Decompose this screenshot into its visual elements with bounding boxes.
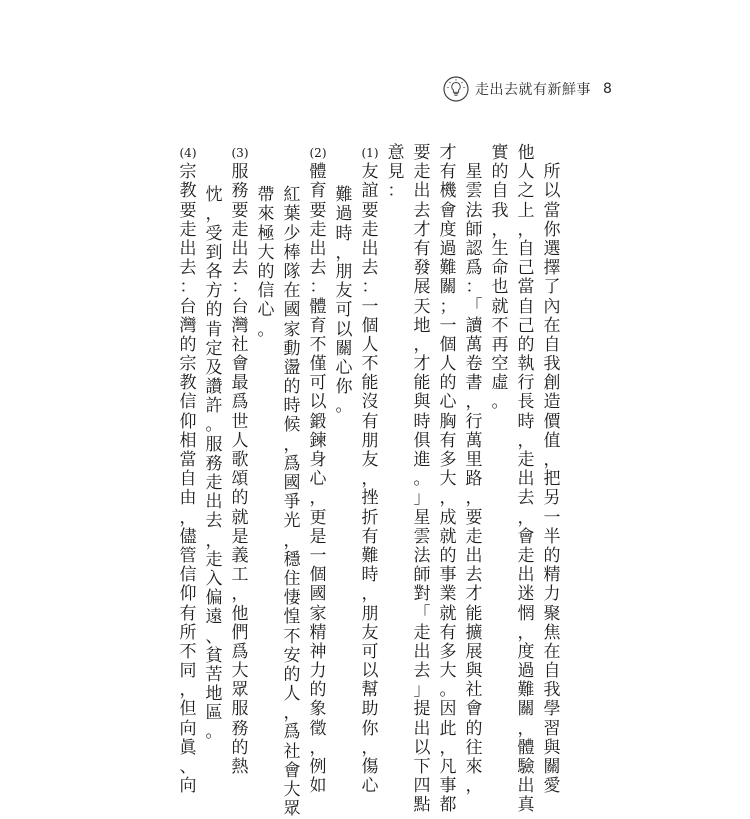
page-number: 8 [603,81,612,97]
running-header [443,74,612,104]
text-column: 才 有 機 會 度 過 難 關 ； 一 個 人 的 心 胸 有 多 大 ， 成 就 的 事 業 就 有 多 大 。 因 此 ， 凡 事 都 [439,143,457,816]
list-item-text-column: (4) 宗 教 要 走 出 去 ： 台 灣 的 宗 教 信 仰 相 當 自 由 ， 儘 管 信 仰 有 所 不 同 ， 但 向 眞 、 向 [179,146,197,797]
list-item-text-column: (3) 服 務 要 走 出 去 ： 台 灣 社 會 最 爲 世 人 歌 頌 的 就 是 義 工 ， 他 們 爲 大 眾 服 務 的 熱 [231,146,249,777]
text-column: 要 走 出 去 才 有 發 展 天 地 ， 才 能 與 時 俱 進 。 」 星 雲 法 師 對 「 走 出 去 」 提 出 以 下 四 點 [413,143,431,816]
list-item-text-column: 難 過 時 ， 朋 友 可 以 關 心 你 。 [335,185,353,417]
list-item-text-column: 帶 來 極 大 的 信 心 。 [257,185,275,340]
text-column: 他 人 之 上 ， 自 己 當 自 己 的 執 行 長 時 ， 走 出 去 ， 會 走 出 迷 惘 ， 度 過 難 關 ， 體 驗 出 真 [517,143,535,816]
text-column: 意 見 ： [387,143,405,202]
text-column: 星 雲 法 師 認 爲 ： 「 讀 萬 卷 書 ， 行 萬 里 路 ， 要 走 出 去 才 能 擴 展 與 社 會 的 往 來 ， [465,162,483,797]
list-item-text-column: 忱 ， 受 到 各 方 的 肯 定 及 讚 許 。 服 務 走 出 去 ， 走 入 偏 遠 、 貧 苦 地 區 。 [205,185,223,743]
list-item-text-column: (1) 友 誼 要 走 出 去 ： 一 個 人 不 能 沒 有 朋 友 ， 挫 折 有 難 時 ， 朋 友 可 以 幫 助 你 ， 傷 心 [361,146,379,797]
list-item-text-column: (2) 體 育 要 走 出 去 ： 體 育 不 僅 可 以 鍛 鍊 身 心 ， 更 是 一 個 國 家 精 神 力 的 象 徵 ， 例 如 [309,146,327,797]
text-column: 實 的 自 我 ， 生 命 也 就 不 再 空 虛 。 [491,143,509,413]
text-column: 所 以 當 你 選 擇 了 內 在 自 我 創 造 價 值 ， 把 另 一 半 的 精 力 聚 焦 在 自 我 學 習 與 關 愛 [543,162,561,797]
list-item-text-column: 紅 葉 少 棒 隊 在 國 家 動 盪 的 時 候 ， 爲 國 爭 光 ， 穩 住 悽 惶 不 安 的 人 ， 爲 社 會 大 眾 [283,185,301,819]
chapter-title: 走出去就有新鮮事 [475,82,591,98]
lightbulb-icon [443,76,469,102]
